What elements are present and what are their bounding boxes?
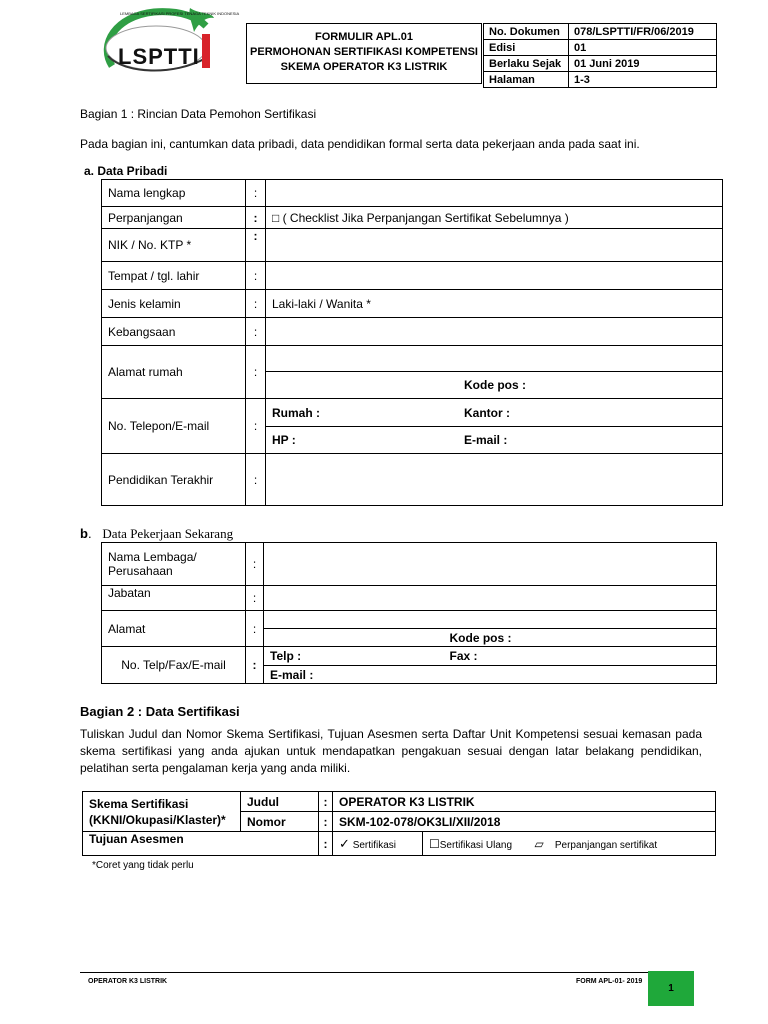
colon: : [246, 318, 266, 346]
field-label: Kebangsaan [102, 318, 246, 346]
table-row [102, 180, 723, 207]
footer-left-text: OPERATOR K3 LISTRIK [88, 978, 168, 985]
work-telp-field[interactable]: Telp : [264, 647, 444, 666]
assessment-purpose-label: Tujuan Asesmen [83, 832, 319, 856]
table-row [102, 346, 723, 372]
field-label: Nama Lembaga/ Perusahaan [102, 543, 246, 586]
company-input[interactable] [264, 543, 717, 586]
scheme-label: Skema Sertifikasi (KKNI/Okupasi/Klaster)* [83, 792, 241, 832]
spacer [264, 629, 444, 647]
option-perpanjangan[interactable] [529, 832, 716, 856]
colon: : [246, 399, 266, 454]
table-row [83, 792, 716, 812]
field-label: Jabatan [102, 586, 246, 611]
page-number: 1 [668, 983, 674, 994]
option-label: Sertifikasi [352, 839, 397, 851]
gender-field[interactable]: Laki-laki / Wanita * [266, 290, 723, 318]
colon: : [246, 180, 266, 207]
doc-info-value: 1-3 [569, 72, 717, 88]
table-row [102, 586, 717, 611]
field-label: Tempat / tgl. lahir [102, 262, 246, 290]
field-label: Alamat [102, 611, 246, 647]
nationality-input[interactable] [266, 318, 723, 346]
doc-info-label: Halaman [484, 72, 569, 88]
doc-info-label: No. Dokumen [484, 24, 569, 40]
work-heading-letter: b [80, 526, 88, 541]
colon: : [319, 832, 333, 856]
field-label: NIK / No. KTP * [102, 229, 246, 262]
logo-wordmark: LSPTTI [118, 44, 200, 69]
table-row [102, 229, 723, 262]
nik-input[interactable] [266, 229, 723, 262]
title-label: Judul [241, 792, 319, 812]
colon: : [319, 792, 333, 812]
scheme-number-value: SKM-102-078/OK3LI/XII/2018 [333, 812, 716, 832]
work-fax-field[interactable]: Fax : [444, 647, 717, 666]
work-email-field[interactable]: E-mail : [264, 666, 717, 684]
field-label: Perpanjangan [102, 207, 246, 229]
checkmark-icon: ✓ [339, 835, 350, 851]
email-field[interactable]: E-mail : [458, 427, 723, 454]
work-postal-code-field[interactable]: Kode pos : [444, 629, 717, 647]
colon: : [319, 812, 333, 832]
scheme-title-value: OPERATOR K3 LISTRIK [333, 792, 716, 812]
mobile-phone-field[interactable]: HP : [266, 427, 459, 454]
section1-intro: Pada bagian ini, cantumkan data pribadi, data pendidikan formal serta data pekerjaan anda pada saat ini. [80, 137, 640, 151]
birth-input[interactable] [266, 262, 723, 290]
section2-intro: Tuliskan Judul dan Nomor Skema Sertifikasi, Tujuan Asesmen serta Daftar Unit Kompetensi sesuai kemasan pada skema sertifikasi yang anda ajukan untuk mendapatkan pengakuan sesuai dengan latar belakang pendidikan, pelatihan serta pengalaman kerja yang anda miliki. [80, 727, 702, 775]
spacer [266, 372, 459, 399]
colon: : [246, 543, 264, 586]
colon: : [246, 229, 266, 262]
colon: : [246, 647, 264, 684]
field-label: No. Telepon/E-mail [102, 399, 246, 454]
doc-info-label: Berlaku Sejak [484, 56, 569, 72]
table-row [102, 399, 723, 427]
field-label: Jenis kelamin [102, 290, 246, 318]
education-input[interactable] [266, 454, 723, 506]
field-label: Alamat rumah [102, 346, 246, 399]
table-row [102, 543, 717, 586]
field-label: No. Telp/Fax/E-mail [102, 647, 246, 684]
document-info-table [483, 23, 717, 88]
doc-info-row [484, 24, 717, 40]
footer-right-text: FORM APL-01- 2019 [576, 978, 643, 985]
table-row [102, 290, 723, 318]
field-label: Nama lengkap [102, 180, 246, 207]
colon: : [246, 290, 266, 318]
table-row [83, 832, 716, 856]
lsptti-logo [94, 4, 240, 84]
work-data-heading: b. Data Pekerjaan Sekarang [80, 526, 234, 541]
table-row [102, 454, 723, 506]
doc-info-value: 01 Juni 2019 [569, 56, 717, 72]
form-title-line1: FORMULIR APL.01 [315, 31, 413, 43]
colon: : [246, 346, 266, 399]
colon: : [246, 611, 264, 647]
number-label: Nomor [241, 812, 319, 832]
doc-info-label: Edisi [484, 40, 569, 56]
form-title-line2: PERMOHONAN SERTIFIKASI KOMPETENSI [250, 46, 478, 58]
option-sertifikasi[interactable] [333, 832, 423, 856]
checkbox-icon: ▱ [534, 836, 544, 851]
colon: : [246, 207, 266, 229]
checkbox-icon: ☐ [429, 836, 440, 851]
address-input[interactable] [266, 346, 723, 372]
option-sertifikasi-ulang[interactable] [423, 832, 529, 856]
table-row [102, 207, 723, 229]
section1-title: Bagian 1 : Rincian Data Pemohon Sertifikasi [80, 107, 317, 121]
form-title-line3: SKEMA OPERATOR K3 LISTRIK [280, 61, 448, 73]
option-label: Sertifikasi Ulang [439, 839, 513, 851]
doc-info-row [484, 56, 717, 72]
colon: : [246, 454, 266, 506]
table-row [102, 611, 717, 629]
doc-info-row [484, 72, 717, 88]
table-row [102, 318, 723, 346]
table-row [102, 262, 723, 290]
work-data-table [101, 542, 717, 684]
doc-info-row [484, 40, 717, 56]
work-heading-text: Data Pekerjaan Sekarang [102, 526, 234, 541]
renewal-checkbox[interactable]: □ ( Checklist Jika Perpanjangan Sertifikat Sebelumnya ) [266, 207, 723, 229]
personal-data-table [101, 179, 723, 506]
colon: : [246, 586, 264, 611]
footer-divider [80, 972, 652, 973]
postal-code-field[interactable]: Kode pos : [458, 372, 723, 399]
position-input[interactable] [264, 586, 717, 611]
personal-data-heading: a. Data Pribadi [84, 164, 168, 178]
section2-title: Bagian 2 : Data Sertifikasi [80, 704, 240, 719]
option-label: Perpanjangan sertifikat [554, 839, 658, 851]
home-phone-field[interactable]: Rumah : [266, 399, 459, 427]
doc-info-value: 078/LSPTTI/FR/06/2019 [569, 24, 717, 40]
logo-arc-text: LEMBAGA SERTIFIKASI PROFESI TENAGA TEKNIK INDONESIA [120, 11, 240, 16]
footnote: *Coret yang tidak perlu [92, 860, 194, 871]
form-title-box [246, 23, 482, 84]
certification-table [82, 791, 716, 856]
doc-info-value: 01 [569, 40, 717, 56]
office-phone-field[interactable]: Kantor : [458, 399, 723, 427]
full-name-input[interactable] [266, 180, 723, 207]
colon: : [246, 262, 266, 290]
table-row [102, 647, 717, 666]
page-number-badge [648, 971, 694, 1006]
field-label: Pendidikan Terakhir [102, 454, 246, 506]
work-address-input[interactable] [264, 611, 717, 629]
